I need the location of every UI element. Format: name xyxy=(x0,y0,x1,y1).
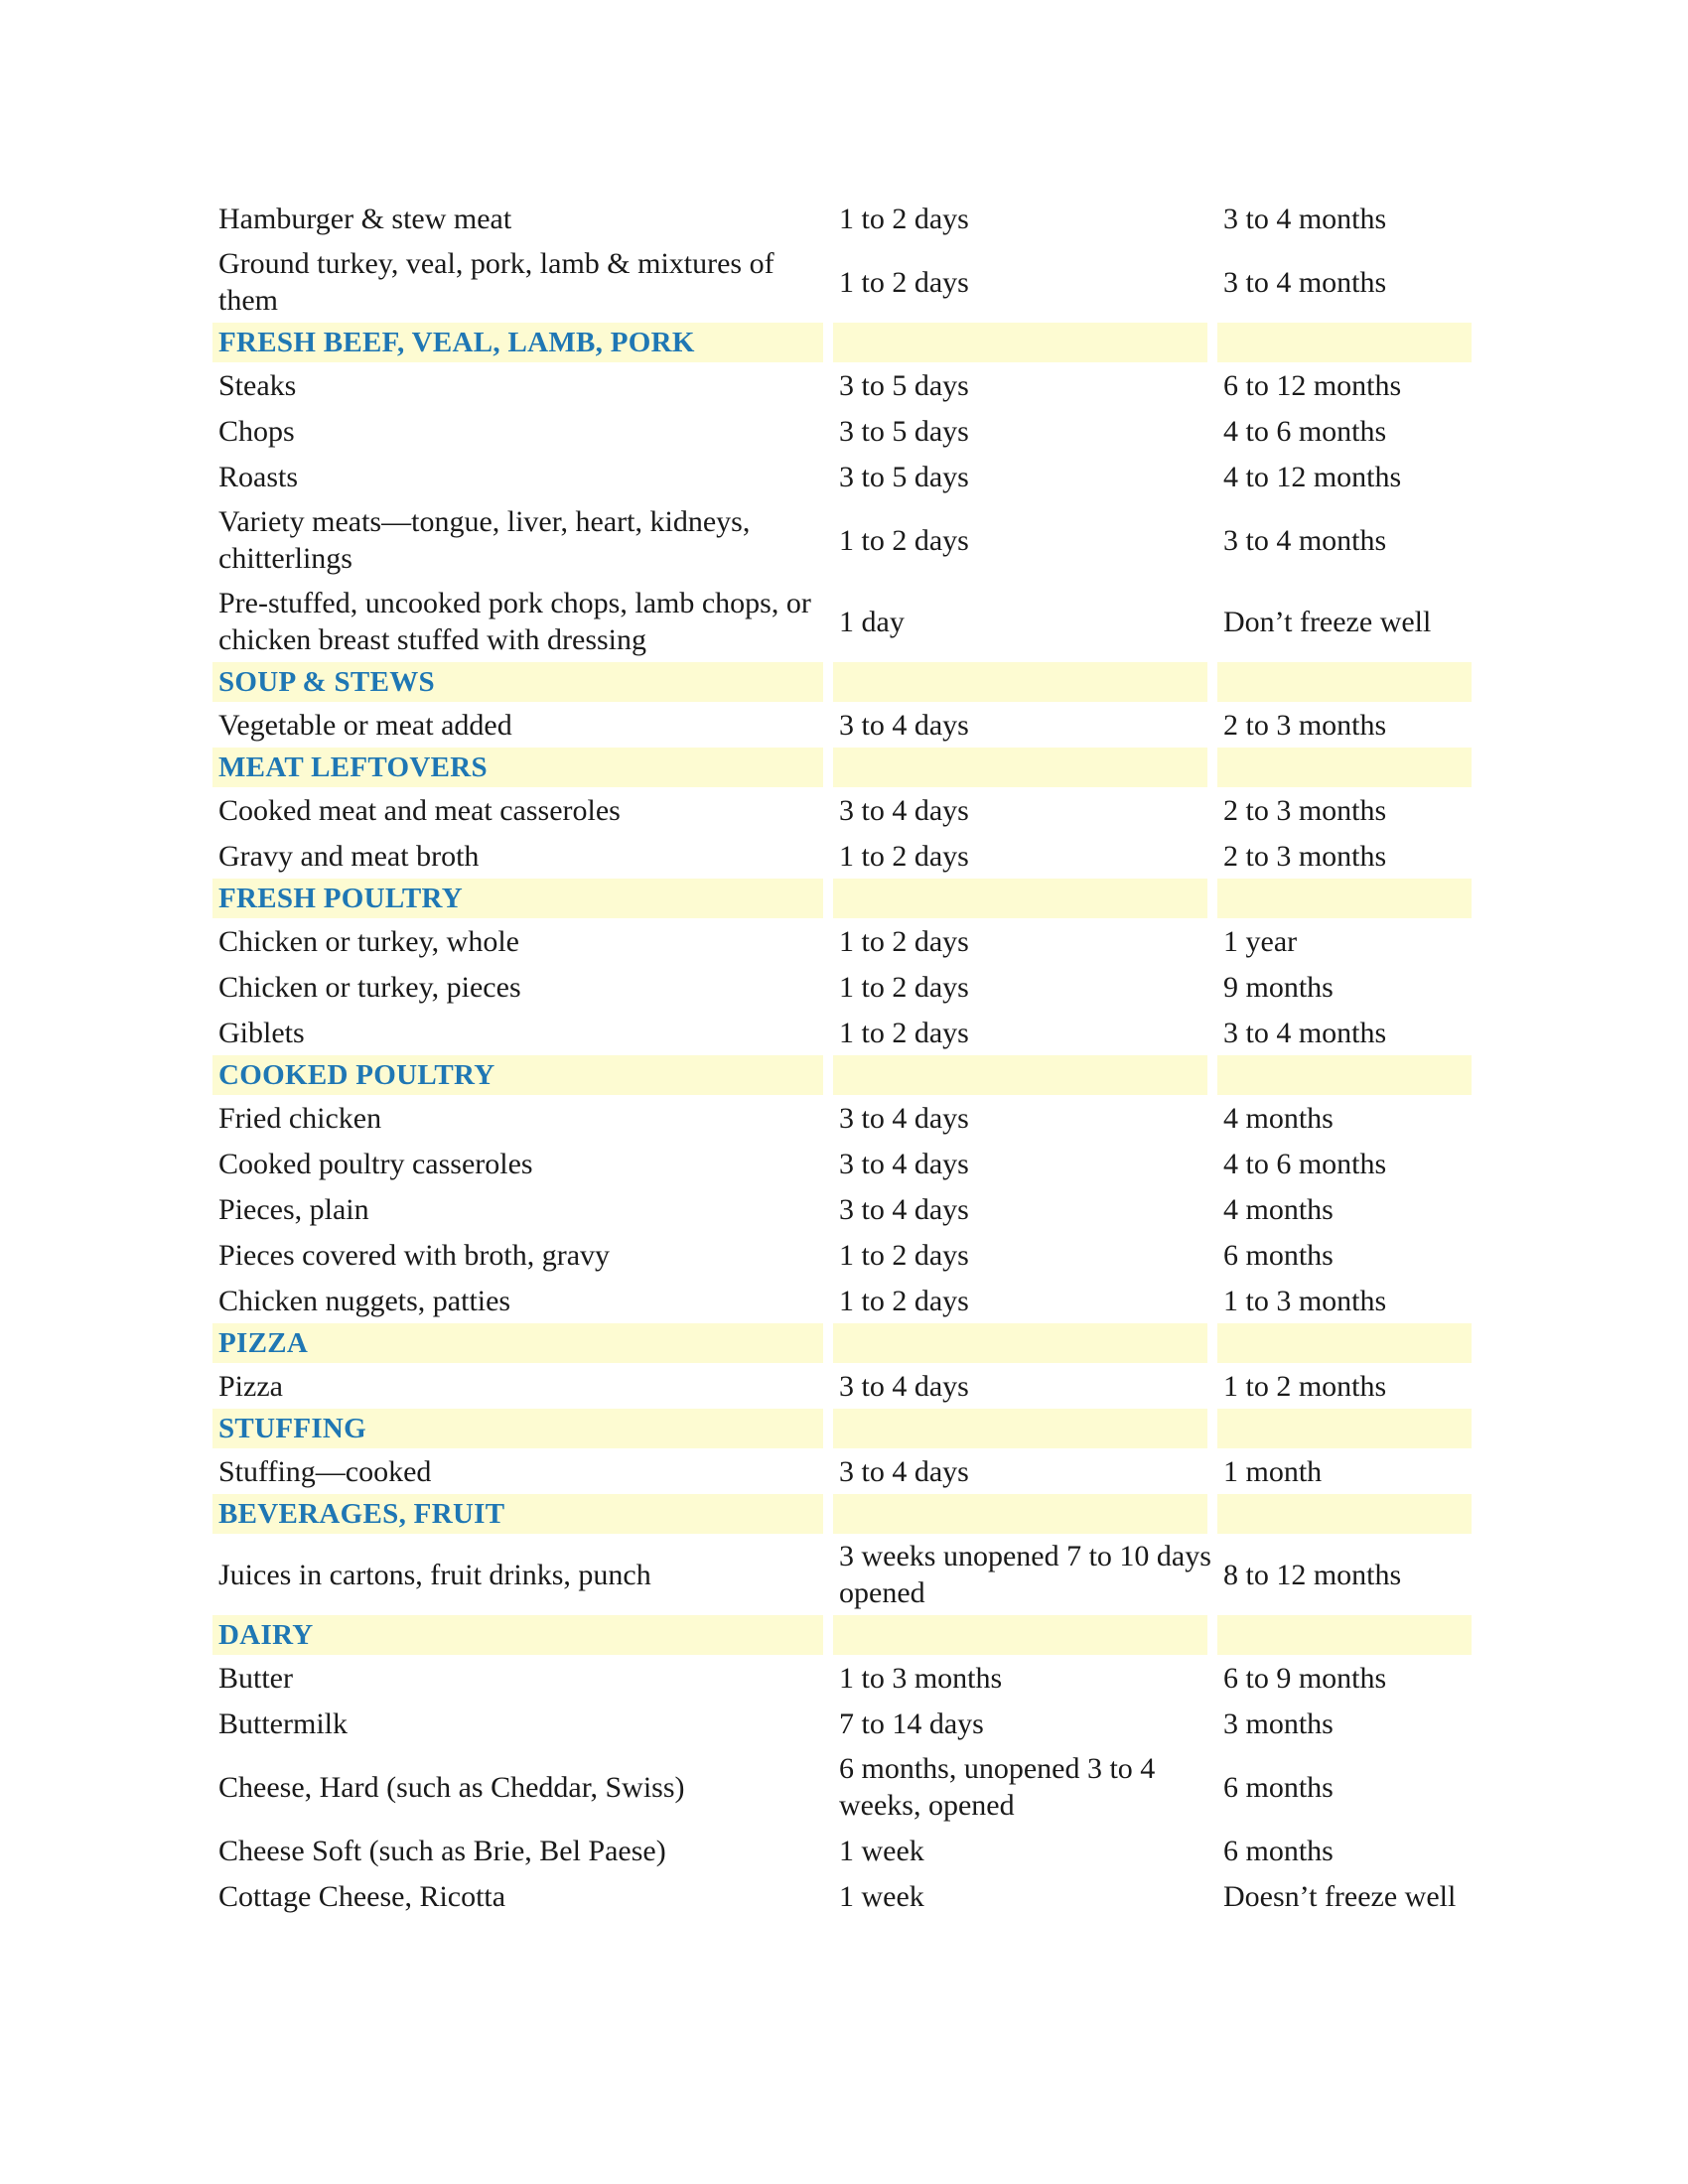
freezer-time-cell: 3 to 4 months xyxy=(1223,202,1387,235)
table-row xyxy=(212,1363,1472,1409)
refrigerator-time-cell: 3 to 4 days xyxy=(839,1101,969,1135)
section-header-row xyxy=(212,748,1472,787)
table-row xyxy=(212,918,1472,964)
freezer-time-cell: 2 to 3 months xyxy=(1223,839,1387,873)
freezer-time-cell: 1 month xyxy=(1223,1454,1323,1488)
section-fill xyxy=(833,323,1217,362)
freezer-time-cell: 3 to 4 months xyxy=(1223,523,1387,557)
food-name-cell: Butter xyxy=(218,1661,293,1695)
table-row xyxy=(212,1746,1472,1828)
section-fill xyxy=(1217,1615,1472,1655)
table-row xyxy=(212,499,1472,581)
food-name-cell: Pieces, plain xyxy=(218,1192,369,1226)
section-fill xyxy=(833,748,1217,787)
table-row xyxy=(212,581,1472,662)
section-fill xyxy=(1217,323,1472,362)
refrigerator-time-cell: 3 to 5 days xyxy=(839,460,969,493)
table-row xyxy=(212,1278,1472,1323)
section-title: PIZZA xyxy=(212,1323,833,1363)
freezer-time-cell: 6 months xyxy=(1223,1770,1334,1804)
food-name-cell: Cooked poultry casseroles xyxy=(218,1147,533,1180)
section-header-row xyxy=(212,323,1472,362)
refrigerator-time-cell: 3 to 5 days xyxy=(839,368,969,402)
freezer-time-cell: 8 to 12 months xyxy=(1223,1558,1402,1591)
food-name-cell: Fried chicken xyxy=(218,1101,382,1135)
section-fill xyxy=(833,1615,1217,1655)
food-name-cell: Chicken or turkey, whole xyxy=(218,924,519,958)
table-row xyxy=(212,454,1472,499)
section-fill xyxy=(833,1409,1217,1448)
food-name-cell: Pre-stuffed, uncooked pork chops, lamb chops, or chicken breast stuffed with dressing xyxy=(218,587,811,656)
section-header-row xyxy=(212,1494,1472,1534)
food-name-cell: Gravy and meat broth xyxy=(218,839,480,873)
freezer-time-cell: 4 months xyxy=(1223,1192,1334,1226)
section-fill xyxy=(1217,1055,1472,1095)
freezer-time-cell: 9 months xyxy=(1223,970,1334,1004)
food-name-cell: Stuffing—cooked xyxy=(218,1454,432,1488)
refrigerator-time-cell: 1 to 2 days xyxy=(839,265,969,299)
refrigerator-time-cell: 3 to 4 days xyxy=(839,1369,969,1403)
refrigerator-time-cell: 7 to 14 days xyxy=(839,1706,984,1740)
freezer-time-cell: 2 to 3 months xyxy=(1223,793,1387,827)
freezer-time-cell: 3 to 4 months xyxy=(1223,1016,1387,1049)
table-row xyxy=(212,1095,1472,1141)
table-row xyxy=(212,362,1472,408)
food-name-cell: Hamburger & stew meat xyxy=(218,202,512,235)
food-name-cell: Steaks xyxy=(218,368,297,402)
refrigerator-time-cell: 3 to 4 days xyxy=(839,1454,969,1488)
food-name-cell: Cheese Soft (such as Brie, Bel Paese) xyxy=(218,1834,666,1867)
section-title: BEVERAGES, FRUIT xyxy=(212,1494,833,1534)
freezer-time-cell: 4 months xyxy=(1223,1101,1334,1135)
section-fill xyxy=(833,662,1217,702)
refrigerator-time-cell: 1 week xyxy=(839,1834,924,1867)
table-row xyxy=(212,1873,1472,1919)
food-name-cell: Vegetable or meat added xyxy=(218,708,512,742)
table-row xyxy=(212,787,1472,833)
table-row xyxy=(212,241,1472,323)
refrigerator-time-cell: 3 to 4 days xyxy=(839,1147,969,1180)
section-title: SOUP & STEWS xyxy=(212,662,833,702)
freezer-time-cell: 6 months xyxy=(1223,1238,1334,1272)
section-header-row xyxy=(212,662,1472,702)
table-row xyxy=(212,964,1472,1010)
food-name-cell: Chicken or turkey, pieces xyxy=(218,970,521,1004)
section-fill xyxy=(833,879,1217,918)
section-title: FRESH BEEF, VEAL, LAMB, PORK xyxy=(212,323,833,362)
refrigerator-time-cell: 1 to 2 days xyxy=(839,1238,969,1272)
refrigerator-time-cell: 3 to 4 days xyxy=(839,1192,969,1226)
food-name-cell: Pizza xyxy=(218,1369,283,1403)
section-header-row xyxy=(212,1615,1472,1655)
section-fill xyxy=(833,1323,1217,1363)
food-name-cell: Roasts xyxy=(218,460,299,493)
freezer-time-cell: 4 to 6 months xyxy=(1223,1147,1387,1180)
refrigerator-time-cell: 3 weeks unopened 7 to 10 days opened xyxy=(839,1540,1211,1609)
table-row xyxy=(212,1655,1472,1701)
table-row xyxy=(212,1232,1472,1278)
food-name-cell: Cooked meat and meat casseroles xyxy=(218,793,621,827)
refrigerator-time-cell: 3 to 5 days xyxy=(839,414,969,448)
food-name-cell: Ground turkey, veal, pork, lamb & mixtures of them xyxy=(218,247,774,317)
section-fill xyxy=(1217,1323,1472,1363)
freezer-time-cell: 4 to 6 months xyxy=(1223,414,1387,448)
section-fill xyxy=(1217,662,1472,702)
food-name-cell: Variety meats—tongue, liver, heart, kidneys, chitterlings xyxy=(218,505,751,575)
freezer-time-cell: 3 months xyxy=(1223,1706,1334,1740)
freezer-time-cell: 4 to 12 months xyxy=(1223,460,1402,493)
freezer-time-cell: 2 to 3 months xyxy=(1223,708,1387,742)
table-row xyxy=(212,1701,1472,1746)
section-fill xyxy=(1217,1494,1472,1534)
section-title: MEAT LEFTOVERS xyxy=(212,748,833,787)
freezer-time-cell: 1 to 2 months xyxy=(1223,1369,1387,1403)
food-name-cell: Cottage Cheese, Ricotta xyxy=(218,1879,506,1913)
freezer-time-cell: 6 months xyxy=(1223,1834,1334,1867)
table-row xyxy=(212,833,1472,879)
table-row xyxy=(212,196,1472,241)
table-row xyxy=(212,1828,1472,1873)
food-name-cell: Cheese, Hard (such as Cheddar, Swiss) xyxy=(218,1770,685,1804)
refrigerator-time-cell: 1 day xyxy=(839,605,905,638)
refrigerator-time-cell: 1 to 2 days xyxy=(839,1016,969,1049)
refrigerator-time-cell: 1 to 2 days xyxy=(839,523,969,557)
section-header-row xyxy=(212,1055,1472,1095)
section-fill xyxy=(833,1055,1217,1095)
table-row xyxy=(212,1186,1472,1232)
refrigerator-time-cell: 3 to 4 days xyxy=(839,793,969,827)
refrigerator-time-cell: 1 to 2 days xyxy=(839,924,969,958)
table-row xyxy=(212,1448,1472,1494)
section-fill xyxy=(1217,748,1472,787)
refrigerator-time-cell: 3 to 4 days xyxy=(839,708,969,742)
table-row xyxy=(212,1534,1472,1615)
section-header-row xyxy=(212,1323,1472,1363)
section-title: STUFFING xyxy=(212,1409,833,1448)
freezer-time-cell: 1 to 3 months xyxy=(1223,1284,1387,1317)
freezer-time-cell: 6 to 9 months xyxy=(1223,1661,1387,1695)
food-name-cell: Juices in cartons, fruit drinks, punch xyxy=(218,1558,651,1591)
section-header-row xyxy=(212,879,1472,918)
freezer-time-cell: 1 year xyxy=(1223,924,1298,958)
refrigerator-time-cell: 1 week xyxy=(839,1879,924,1913)
freezer-time-cell: 6 to 12 months xyxy=(1223,368,1402,402)
food-name-cell: Buttermilk xyxy=(218,1706,348,1740)
table-row xyxy=(212,408,1472,454)
refrigerator-time-cell: 1 to 2 days xyxy=(839,970,969,1004)
section-fill xyxy=(1217,879,1472,918)
food-name-cell: Chicken nuggets, patties xyxy=(218,1284,511,1317)
freezer-time-cell: Don’t freeze well xyxy=(1223,605,1432,638)
food-storage-table xyxy=(212,196,1472,1919)
section-header-row xyxy=(212,1409,1472,1448)
section-title: FRESH POULTRY xyxy=(212,879,833,918)
refrigerator-time-cell: 1 to 2 days xyxy=(839,1284,969,1317)
refrigerator-time-cell: 1 to 3 months xyxy=(839,1661,1003,1695)
freezer-time-cell: 3 to 4 months xyxy=(1223,265,1387,299)
section-title: COOKED POULTRY xyxy=(212,1055,833,1095)
food-name-cell: Chops xyxy=(218,414,295,448)
section-fill xyxy=(1217,1409,1472,1448)
food-name-cell: Pieces covered with broth, gravy xyxy=(218,1238,611,1272)
section-title: DAIRY xyxy=(212,1615,833,1655)
table-row xyxy=(212,702,1472,748)
food-name-cell: Giblets xyxy=(218,1016,305,1049)
refrigerator-time-cell: 1 to 2 days xyxy=(839,202,969,235)
table-body xyxy=(212,196,1472,1919)
refrigerator-time-cell: 1 to 2 days xyxy=(839,839,969,873)
table-row xyxy=(212,1010,1472,1055)
section-fill xyxy=(833,1494,1217,1534)
freezer-time-cell: Doesn’t freeze well xyxy=(1223,1879,1457,1913)
refrigerator-time-cell: 6 months, unopened 3 to 4 weeks, opened xyxy=(839,1752,1156,1822)
table-row xyxy=(212,1141,1472,1186)
